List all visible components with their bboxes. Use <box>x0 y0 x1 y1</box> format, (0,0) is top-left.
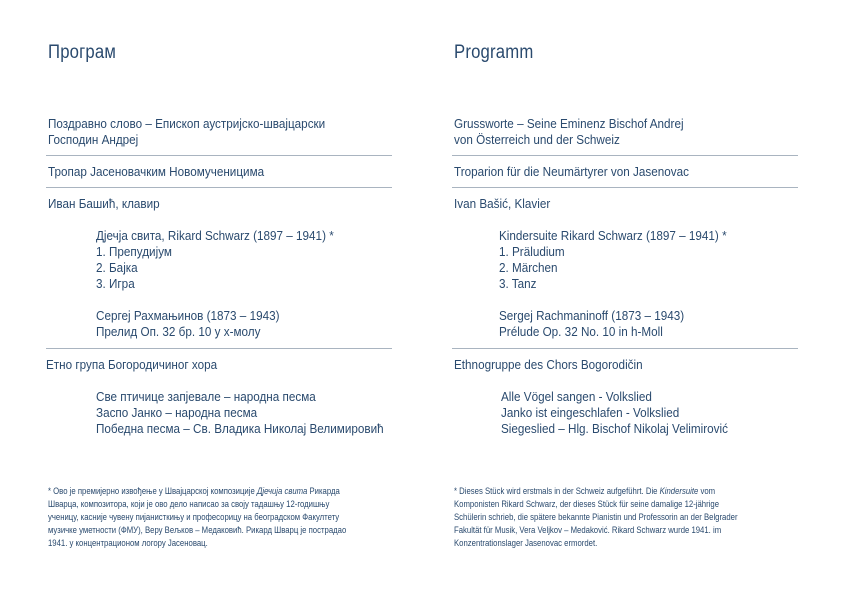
ethno-group-item <box>454 357 664 373</box>
suite-title: Kindersuite Rikard Schwarz (1897 – 1941) * <box>499 228 727 243</box>
song-line: Победна песма – Св. Владика Николај Велимировић <box>96 421 384 436</box>
footnote-line: 1941. у концентрационом логору Јасеновац. <box>48 538 208 548</box>
page-title: Programm <box>454 42 534 63</box>
songs-block <box>501 389 753 437</box>
divider <box>46 155 392 156</box>
greeting-item <box>48 116 356 148</box>
performer-text: Иван Башић, клавир <box>48 196 160 211</box>
greeting-line: Grussworte – Seine Eminenz Bischof Andrej <box>454 116 684 131</box>
footnote-line <box>454 485 772 498</box>
suite-movement: 3. Игра <box>96 276 135 291</box>
footnote-line: Шварца, композитора, који је ово дело написао за своју тадашњу 12-годишњу <box>48 499 330 509</box>
divider <box>452 187 798 188</box>
ethno-group-item <box>46 357 236 373</box>
greeting-item <box>454 116 709 148</box>
divider <box>46 348 392 349</box>
songs-block <box>96 389 416 437</box>
greeting-line: Господин Андреј <box>48 132 139 147</box>
suite-movement: 2. Бајка <box>96 260 138 275</box>
composer-line: Sergej Rachmaninoff (1873 – 1943) <box>499 308 685 323</box>
song-line: Siegeslied – Hlg. Bischof Nikolaj Velimirović <box>501 421 728 436</box>
song-line: Alle Vögel sangen - Volkslied <box>501 389 652 404</box>
song-line: Janko ist eingeschlafen - Volkslied <box>501 405 680 420</box>
rachmaninoff-block <box>499 308 705 340</box>
footnote-text: Рикарда <box>307 486 340 496</box>
footnote-line: Komponisten Rikard Schwarz, der dieses Stück für seine damalige 12-jährige <box>454 499 720 509</box>
performer-text: Ivan Bašić, Klavier <box>454 196 551 211</box>
footnote-line: Fakultät für Musik, Vera Veljkov – Medaković. Rikard Schwarz wurde 1941. im <box>454 525 722 535</box>
footnote-line: Konzentrationslager Jasenovac ermordet. <box>454 538 598 548</box>
footnote-work-title: Kindersuite <box>659 486 699 496</box>
troparion-item <box>454 164 715 180</box>
song-line: Све птичице запјевале – народна песма <box>96 389 316 404</box>
divider <box>452 348 798 349</box>
performer-item <box>454 196 561 212</box>
footnote-line: Schülerin schrieb, die spätere bekannte Pianistin und Professorin an der Belgrader <box>454 512 738 522</box>
suite-block <box>499 228 752 292</box>
ethno-group-text: Етно група Богородичиног хора <box>46 357 218 372</box>
troparion-item <box>48 164 288 180</box>
footnote <box>48 485 418 550</box>
suite-title: Дјечја свита, Rikard Schwarz (1897 – 1941) * <box>96 228 334 243</box>
song-line: Заспо Јанко – народна песма <box>96 405 258 420</box>
footnote-text: * Ово је премијерно извођење у Швајцарској композиције <box>48 486 257 496</box>
suite-block <box>96 228 360 292</box>
footnote-text: * Dieses Stück wird erstmals in der Schweiz aufgeführt. Die <box>454 486 660 496</box>
work-line: Prélude Op. 32 No. 10 in h-Moll <box>499 324 663 339</box>
footnote-work-title: Дјечија свита <box>256 486 308 496</box>
footnote-text: vom <box>698 486 716 496</box>
footnote <box>454 485 824 550</box>
page-title: Програм <box>48 42 117 63</box>
suite-movement: 3. Tanz <box>499 276 537 291</box>
ethno-group-text: Ethnogruppe des Chors Bogorodičin <box>454 357 643 372</box>
footnote-line: ученицу, касније чувену пијанисткињу и професорицу на београдском Факултету <box>48 512 340 522</box>
performer-item <box>48 196 172 212</box>
divider <box>452 155 798 156</box>
divider <box>46 187 392 188</box>
suite-movement: 1. Präludium <box>499 244 565 259</box>
rachmaninoff-block <box>96 308 300 340</box>
suite-movement: 2. Märchen <box>499 260 558 275</box>
composer-line: Сергеј Рахмањинов (1873 – 1943) <box>96 308 280 323</box>
greeting-line: Поздравно слово – Епископ аустријско-швајцарски <box>48 116 326 131</box>
troparion-text: Troparion für die Neumärtyrer von Jasenovac <box>454 164 689 179</box>
work-line: Прелид Оп. 32 бр. 10 у х-молу <box>96 324 261 339</box>
greeting-line: von Österreich und der Schweiz <box>454 132 620 147</box>
footnote-line <box>48 485 366 498</box>
troparion-text: Тропар Јасеновачким Новомученицима <box>48 164 265 179</box>
suite-movement: 1. Препудијум <box>96 244 172 259</box>
footnote-line: музичке уметности (ФМУ), Веру Вељков – Медаковић. Рикард Шварц је пострадао <box>48 525 347 535</box>
